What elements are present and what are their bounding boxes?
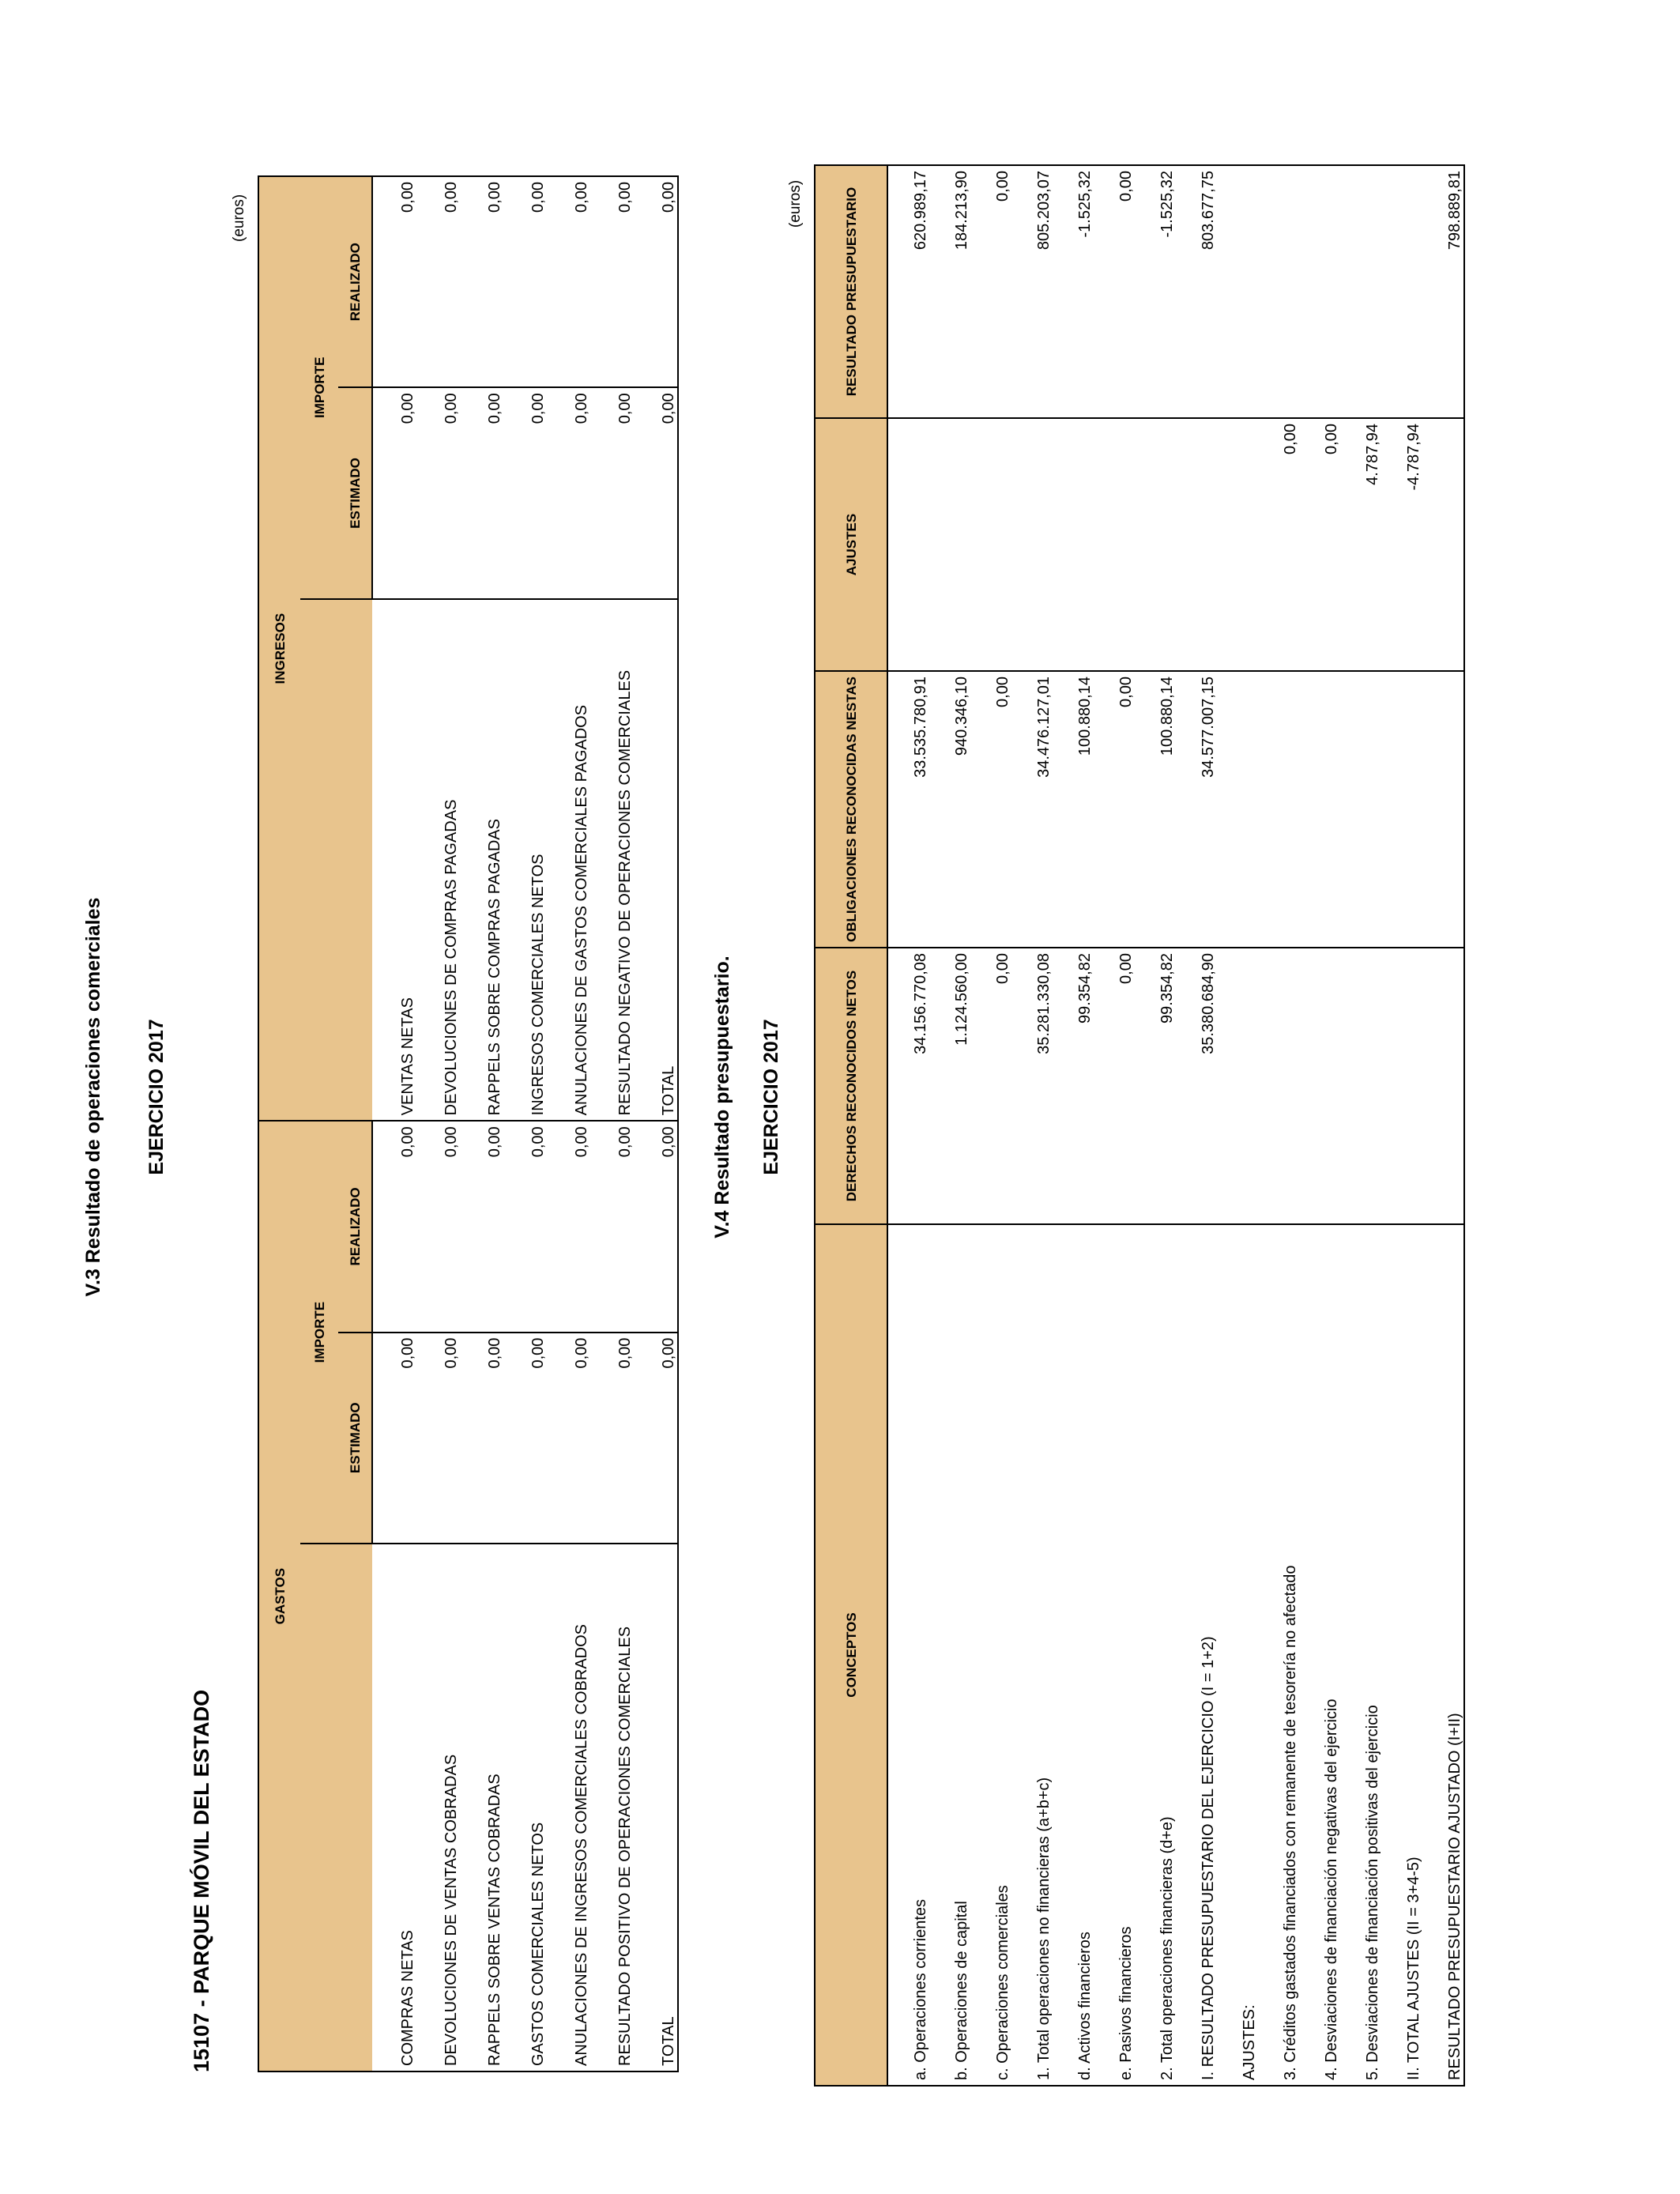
resultado-value bbox=[1217, 165, 1258, 418]
obligaciones-value: 33.535.780,91 bbox=[887, 671, 929, 948]
ingresos-estimado: 0,00 bbox=[547, 387, 590, 598]
concepto-label: I. RESULTADO PRESUPUESTARIO DEL EJERCICIO (I = 1+2) bbox=[1176, 1224, 1217, 2086]
derechos-value: 35.281.330,08 bbox=[1011, 948, 1053, 1224]
ingresos-estimado: 0,00 bbox=[416, 387, 460, 598]
ajustes-value bbox=[929, 418, 970, 671]
concepto-label: e. Pasivos financieros bbox=[1094, 1224, 1135, 2086]
derechos-value: 0,00 bbox=[1094, 948, 1135, 1224]
concepto-label: c. Operaciones comerciales bbox=[970, 1224, 1011, 2086]
gastos-realizado: 0,00 bbox=[547, 1121, 590, 1332]
gastos-label: ANULACIONES DE INGRESOS COMERCIALES COBRADOS bbox=[573, 1623, 590, 2066]
v3-title: V.3 Resultado de operaciones comerciales bbox=[82, 897, 104, 1297]
derechos-value: 1.124.560,00 bbox=[929, 948, 970, 1224]
ingresos-estimado: 0,00 bbox=[460, 387, 503, 598]
resultado-value: 620.989,17 bbox=[912, 171, 929, 251]
obligaciones-header: OBLIGACIONES RECONOCIDAS NESTAS bbox=[815, 671, 887, 948]
ajustes-value: 0,00 bbox=[1258, 418, 1299, 671]
ingresos-realizado: 0,00 bbox=[590, 176, 634, 387]
gastos-label: DEVOLUCIONES DE VENTAS COBRADAS bbox=[443, 1754, 460, 2066]
v4-row bbox=[1176, 165, 1217, 2086]
resultado-value: -1.525,32 bbox=[1076, 171, 1094, 238]
v4-row bbox=[887, 165, 929, 2086]
concepto-label: II. TOTAL AJUSTES (II = 3+4-5) bbox=[1381, 1224, 1422, 2086]
gastos-estimado-header: ESTIMADO bbox=[338, 1333, 372, 1544]
derechos-value: 99.354,82 bbox=[1135, 948, 1176, 1224]
resultado-value: 805.203,07 bbox=[1035, 171, 1053, 251]
resultado-value bbox=[1258, 165, 1299, 418]
ingresos-importe-header: IMPORTE bbox=[300, 176, 338, 599]
obligaciones-value bbox=[1422, 671, 1464, 948]
gastos-estimado: 0,00 bbox=[416, 1333, 460, 1544]
gastos-label: RAPPELS SOBRE VENTAS COBRADAS bbox=[486, 1774, 503, 2066]
ingresos-header: INGRESOS bbox=[258, 176, 300, 1121]
concepto-label: 1. Total operaciones no financieras (a+b+c) bbox=[1011, 1224, 1053, 2086]
v3-row bbox=[416, 176, 460, 2071]
operaciones-comerciales-table bbox=[258, 175, 679, 2072]
derechos-header: DERECHOS RECONOCIDOS NETOS bbox=[815, 948, 887, 1224]
v4-row bbox=[929, 165, 970, 2086]
resultado-value: 184.213,90 bbox=[953, 171, 970, 251]
derechos-value bbox=[1217, 948, 1258, 1224]
v4-row bbox=[970, 165, 1011, 2086]
v4-row bbox=[1094, 165, 1135, 2086]
ingresos-realizado: 0,00 bbox=[634, 176, 678, 387]
ajustes-value bbox=[1217, 418, 1258, 671]
ajustes-value bbox=[1094, 418, 1135, 671]
obligaciones-value bbox=[1340, 671, 1381, 948]
concepto-label: b. Operaciones de capital bbox=[929, 1224, 970, 2086]
ajustes-value bbox=[970, 418, 1011, 671]
resultado-value: 0,00 bbox=[1117, 171, 1135, 202]
gastos-realizado-header: REALIZADO bbox=[338, 1121, 372, 1332]
ingresos-label: RAPPELS SOBRE COMPRAS PAGADAS bbox=[486, 819, 503, 1116]
v4-row bbox=[1217, 165, 1258, 2086]
resultado-value: -1.525,32 bbox=[1158, 171, 1176, 238]
v4-row bbox=[1299, 165, 1340, 2086]
concepto-label: 2. Total operaciones financieras (d+e) bbox=[1135, 1224, 1176, 2086]
resultado-header: RESULTADO PRESUPUESTARIO bbox=[815, 165, 887, 418]
ingresos-realizado: 0,00 bbox=[503, 176, 547, 387]
ingresos-estimado: 0,00 bbox=[503, 387, 547, 598]
obligaciones-value bbox=[1217, 671, 1258, 948]
gastos-estimado: 0,00 bbox=[460, 1333, 503, 1544]
v4-row bbox=[1011, 165, 1053, 2086]
ajustes-value bbox=[1053, 418, 1094, 671]
ingresos-realizado: 0,00 bbox=[416, 176, 460, 387]
obligaciones-value: 34.577.007,15 bbox=[1176, 671, 1217, 948]
v3-unit: (euros) bbox=[231, 194, 247, 242]
ingresos-label: RESULTADO NEGATIVO DE OPERACIONES COMERCIALES bbox=[616, 669, 634, 1116]
gastos-realizado: 0,00 bbox=[503, 1121, 547, 1332]
ajustes-value: 4.787,94 bbox=[1340, 418, 1381, 671]
gastos-estimado: 0,00 bbox=[372, 1333, 416, 1544]
resultado-value bbox=[1381, 165, 1422, 418]
derechos-value bbox=[1381, 948, 1422, 1224]
ingresos-label: VENTAS NETAS bbox=[399, 997, 416, 1116]
gastos-header: GASTOS bbox=[258, 1121, 300, 2071]
v4-unit: (euros) bbox=[787, 179, 804, 228]
ajustes-value: 0,00 bbox=[1299, 418, 1340, 671]
resultado-value bbox=[1340, 165, 1381, 418]
obligaciones-value: 0,00 bbox=[1094, 671, 1135, 948]
v3-row bbox=[503, 176, 547, 2071]
obligaciones-value bbox=[1381, 671, 1422, 948]
v3-row bbox=[460, 176, 503, 2071]
ingresos-realizado: 0,00 bbox=[372, 176, 416, 387]
derechos-value: 99.354,82 bbox=[1053, 948, 1094, 1224]
ajustes-value bbox=[1176, 418, 1217, 671]
v4-row bbox=[1422, 165, 1464, 2086]
v4-exercise: EJERCICIO 2017 bbox=[760, 1019, 782, 1175]
v3-exercise: EJERCICIO 2017 bbox=[145, 1019, 168, 1175]
ingresos-estimado: 0,00 bbox=[590, 387, 634, 598]
gastos-label: GASTOS COMERCIALES NETOS bbox=[529, 1822, 547, 2066]
ingresos-label: DEVOLUCIONES DE COMPRAS PAGADAS bbox=[443, 799, 460, 1116]
ingresos-label: TOTAL bbox=[660, 1065, 677, 1116]
gastos-realizado: 0,00 bbox=[372, 1121, 416, 1332]
v4-row bbox=[1053, 165, 1094, 2086]
derechos-value: 35.380.684,90 bbox=[1176, 948, 1217, 1224]
resultado-value bbox=[1299, 165, 1340, 418]
conceptos-header: CONCEPTOS bbox=[815, 1224, 887, 2086]
concepto-label: 4. Desviaciones de financiación negativas del ejercicio bbox=[1299, 1224, 1340, 2086]
ingresos-label-header bbox=[300, 599, 372, 1122]
gastos-importe-header: IMPORTE bbox=[300, 1121, 338, 1544]
gastos-realizado: 0,00 bbox=[634, 1121, 678, 1332]
v3-total-row bbox=[634, 176, 678, 2071]
ingresos-realizado-header: REALIZADO bbox=[338, 176, 372, 387]
obligaciones-value: 0,00 bbox=[970, 671, 1011, 948]
obligaciones-value: 100.880,14 bbox=[1135, 671, 1176, 948]
obligaciones-value bbox=[1299, 671, 1340, 948]
v3-row bbox=[547, 176, 590, 2071]
derechos-value: 34.156.770,08 bbox=[887, 948, 929, 1224]
ingresos-label: ANULACIONES DE GASTOS COMERCIALES PAGADOS bbox=[573, 704, 590, 1116]
ajustes-header: AJUSTES bbox=[815, 418, 887, 671]
v3-row bbox=[590, 176, 634, 2071]
gastos-label: COMPRAS NETAS bbox=[399, 1930, 416, 2066]
concepto-label: 3. Créditos gastados financiados con remanente de tesorería no afectado bbox=[1258, 1224, 1299, 2086]
concepto-label: a. Operaciones corrientes bbox=[887, 1224, 929, 2086]
gastos-realizado: 0,00 bbox=[416, 1121, 460, 1332]
gastos-label: TOTAL bbox=[660, 2016, 677, 2066]
v4-row bbox=[1135, 165, 1176, 2086]
derechos-value bbox=[1258, 948, 1299, 1224]
ingresos-realizado: 0,00 bbox=[460, 176, 503, 387]
ingresos-estimado: 0,00 bbox=[634, 387, 678, 598]
gastos-label: RESULTADO POSITIVO DE OPERACIONES COMERCIALES bbox=[616, 1626, 634, 2066]
gastos-estimado: 0,00 bbox=[590, 1333, 634, 1544]
ingresos-estimado-header: ESTIMADO bbox=[338, 387, 372, 598]
v4-row bbox=[1258, 165, 1299, 2086]
ajustes-value bbox=[1135, 418, 1176, 671]
v4-row bbox=[1340, 165, 1381, 2086]
v4-title: V.4 Resultado presupuestario. bbox=[711, 956, 733, 1238]
gastos-realizado: 0,00 bbox=[590, 1121, 634, 1332]
ingresos-realizado: 0,00 bbox=[547, 176, 590, 387]
ajustes-value bbox=[887, 418, 929, 671]
v3-row bbox=[372, 176, 416, 2071]
ingresos-label: INGRESOS COMERCIALES NETOS bbox=[529, 854, 547, 1116]
ajustes-value: -4.787,94 bbox=[1381, 418, 1422, 671]
concepto-label: RESULTADO PRESUPUESTARIO AJUSTADO (I+II) bbox=[1422, 1224, 1464, 2086]
derechos-value: 0,00 bbox=[970, 948, 1011, 1224]
concepto-label: AJUSTES: bbox=[1217, 1224, 1258, 2086]
gastos-realizado: 0,00 bbox=[460, 1121, 503, 1332]
gastos-estimado: 0,00 bbox=[503, 1333, 547, 1544]
obligaciones-value bbox=[1258, 671, 1299, 948]
obligaciones-value: 34.476.127,01 bbox=[1011, 671, 1053, 948]
resultado-value: 0,00 bbox=[994, 171, 1011, 202]
obligaciones-value: 940.346,10 bbox=[929, 671, 970, 948]
derechos-value bbox=[1299, 948, 1340, 1224]
gastos-estimado: 0,00 bbox=[547, 1333, 590, 1544]
derechos-value bbox=[1340, 948, 1381, 1224]
entity-title: 15107 - PARQUE MÓVIL DEL ESTADO bbox=[190, 1689, 213, 2072]
resultado-presupuestario-table bbox=[814, 164, 1465, 2087]
concepto-label: d. Activos financieros bbox=[1053, 1224, 1094, 2086]
gastos-label-header bbox=[300, 1544, 372, 2071]
ingresos-estimado: 0,00 bbox=[372, 387, 416, 598]
gastos-estimado: 0,00 bbox=[634, 1333, 678, 1544]
resultado-value: 803.677,75 bbox=[1200, 171, 1217, 251]
obligaciones-value: 100.880,14 bbox=[1053, 671, 1094, 948]
concepto-label: 5. Desviaciones de financiación positivas del ejercicio bbox=[1340, 1224, 1381, 2086]
v4-row bbox=[1381, 165, 1422, 2086]
derechos-value bbox=[1422, 948, 1464, 1224]
ajustes-value bbox=[1422, 418, 1464, 671]
ajustes-value bbox=[1011, 418, 1053, 671]
resultado-value: 798.889,81 bbox=[1446, 171, 1463, 251]
